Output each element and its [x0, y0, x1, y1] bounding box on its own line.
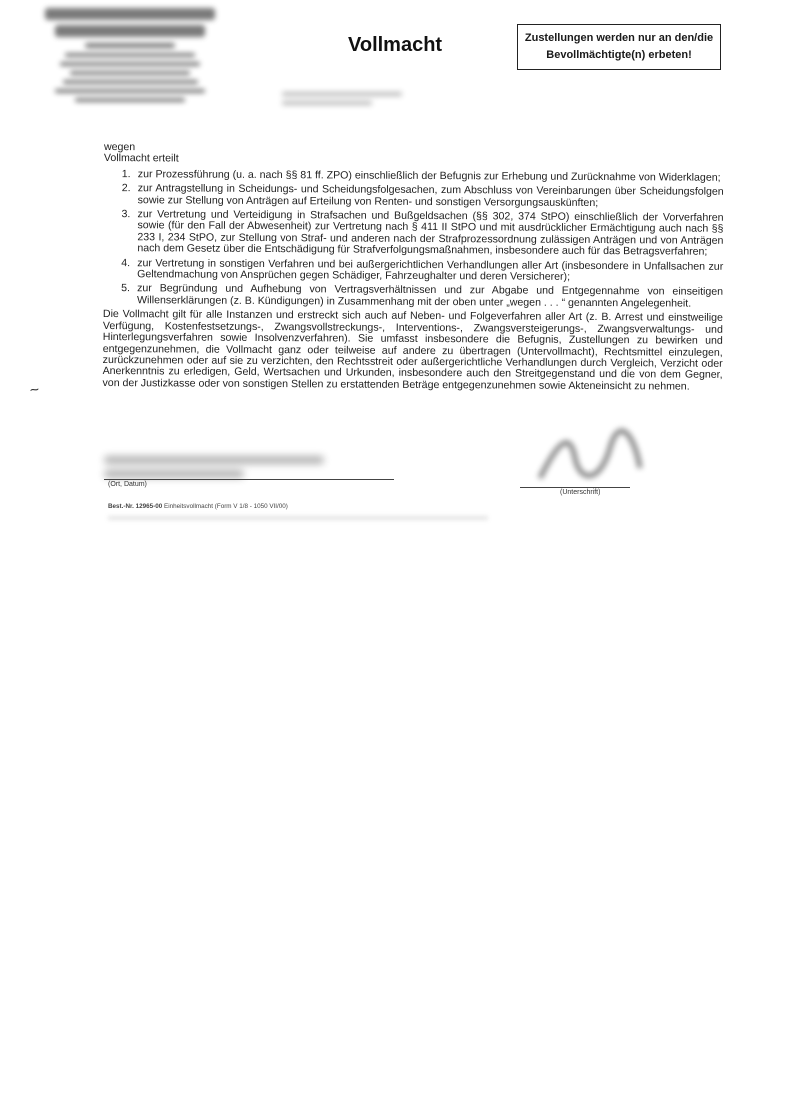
list-item: [122, 183, 724, 209]
list-item: [121, 209, 723, 258]
blurred-stamp: [282, 92, 412, 114]
list-item: [122, 169, 724, 184]
powers-list: [103, 169, 724, 310]
blurred-footer-line: [108, 516, 488, 520]
list-item: [121, 284, 723, 310]
blurred-signature: [530, 428, 650, 486]
signature-line: [520, 487, 630, 488]
closing-paragraph: Die Vollmacht gilt für alle Instanzen und erstreckt sich auch auf Neben- und Folgeverfahren aller Art (z. B. Arrest und einstweilige Verfügung, Kostenfestsetzungs-, Zwangsvollstreckungs-, Interventions-, Zwangsversteigerungs-, Zwangsverwaltungs- und Hinterlegungsverfahren sowie Insolvenzverfahren). Sie umfasst insbesondere die Befugnis, Zustellungen zu bewirken und entgegenzunehmen, die Vollmacht ganz oder teilweise auf andere zu übertragen (Untervollmacht), Rechtsmittel einzulegen, zurückzunehmen oder auf sie zu verzichten, den Rechtsstreit oder außergerichtliche Verhandlungen durch Vergleich, Verzicht oder Anerkenntnis zu erledigen, Geld, Wertsachen und Urkunden, insbesondere auch den Streitgegenstand und die von dem Gegner, von der Justizkasse oder von sonstigen Stellen zu erstattenden Beträge entgegenzunehmen sowie Akteneinsicht zu nehmen.: [102, 308, 723, 393]
footer-form-text: Einheitsvollmacht (Form V 1/8 - 1050 VII/00): [164, 503, 288, 510]
item-number: 4.: [121, 256, 131, 269]
item-text: zur Prozessführung (u. a. nach §§ 81 ff. ZPO) einschließlich der Befugnis zur Erhebung und Zurücknahme von Widerklagen;: [137, 168, 721, 184]
item-text: zur Vertretung und Verteidigung in Strafsachen und Bußgeldsachen (§§ 302, 374 StPO) einschließlich der Vorverfahren sowie (für den Fall der Abwesenheit) zur Vertretung nach § 411 II StPO und mit ausdrücklicher Ermächtigung auch nach §§ 233 I, 234 StPO, zur Stellung von Straf- und anderen nach der Strafprozessordnung zulässigen Anträgen und von Anträgen nach dem Gesetz über die Entschädigung für Strafverfolgungsmaßnahmen, insbesondere auch für das Betragsverfahren;: [137, 208, 724, 258]
place-date-label: (Ort, Datum): [108, 481, 147, 488]
document-body: [102, 142, 723, 393]
blurred-letterhead: [30, 8, 230, 107]
item-number: 5.: [121, 282, 130, 295]
footer-order-number: Best.-Nr. 12965-00: [108, 503, 163, 510]
item-text: zur Antragstellung in Scheidungs- und Scheidungsfolgesachen, zum Abschluss von Vereinbarungen über Scheidungsfolgen sowie zur Stellung von Anträgen auf Erteilung von Renten- und sonstigen Versorgungsauskünften;: [137, 182, 724, 209]
delivery-notice-box: Zustellungen werden nur an den/die Bevollmächtigte(n) erbeten!: [517, 24, 721, 70]
list-item: [121, 258, 723, 284]
item-number: 1.: [121, 167, 131, 180]
place-date-line: [104, 479, 394, 480]
item-text: zur Vertretung in sonstigen Verfahren und bei außergerichtlichen Verhandlungen aller Art (insbesondere in Unfallsachen zur Geltendmachung von Ansprüchen gegen Schädiger, Fahrzeughalter und deren Versicherer);: [137, 256, 724, 283]
form-footer: [108, 503, 288, 510]
granted-label: Vollmacht erteilt: [103, 152, 179, 165]
item-number: 2.: [121, 182, 131, 195]
document-title: Vollmacht: [348, 34, 443, 56]
item-text: zur Begründung und Aufhebung von Vertragsverhältnissen und zur Abgabe und Entgegennahme von einseitigen Willenserklärungen (z. B. Kündigungen) in Zusammenhang mit der oben unter „wegen . . . “ genannten Angelegenheit.: [136, 282, 724, 310]
item-number: 3.: [121, 208, 131, 221]
wegen-label: wegen: [103, 141, 136, 154]
margin-mark: ~: [28, 381, 41, 400]
signature-label: (Unterschrift): [560, 489, 601, 496]
